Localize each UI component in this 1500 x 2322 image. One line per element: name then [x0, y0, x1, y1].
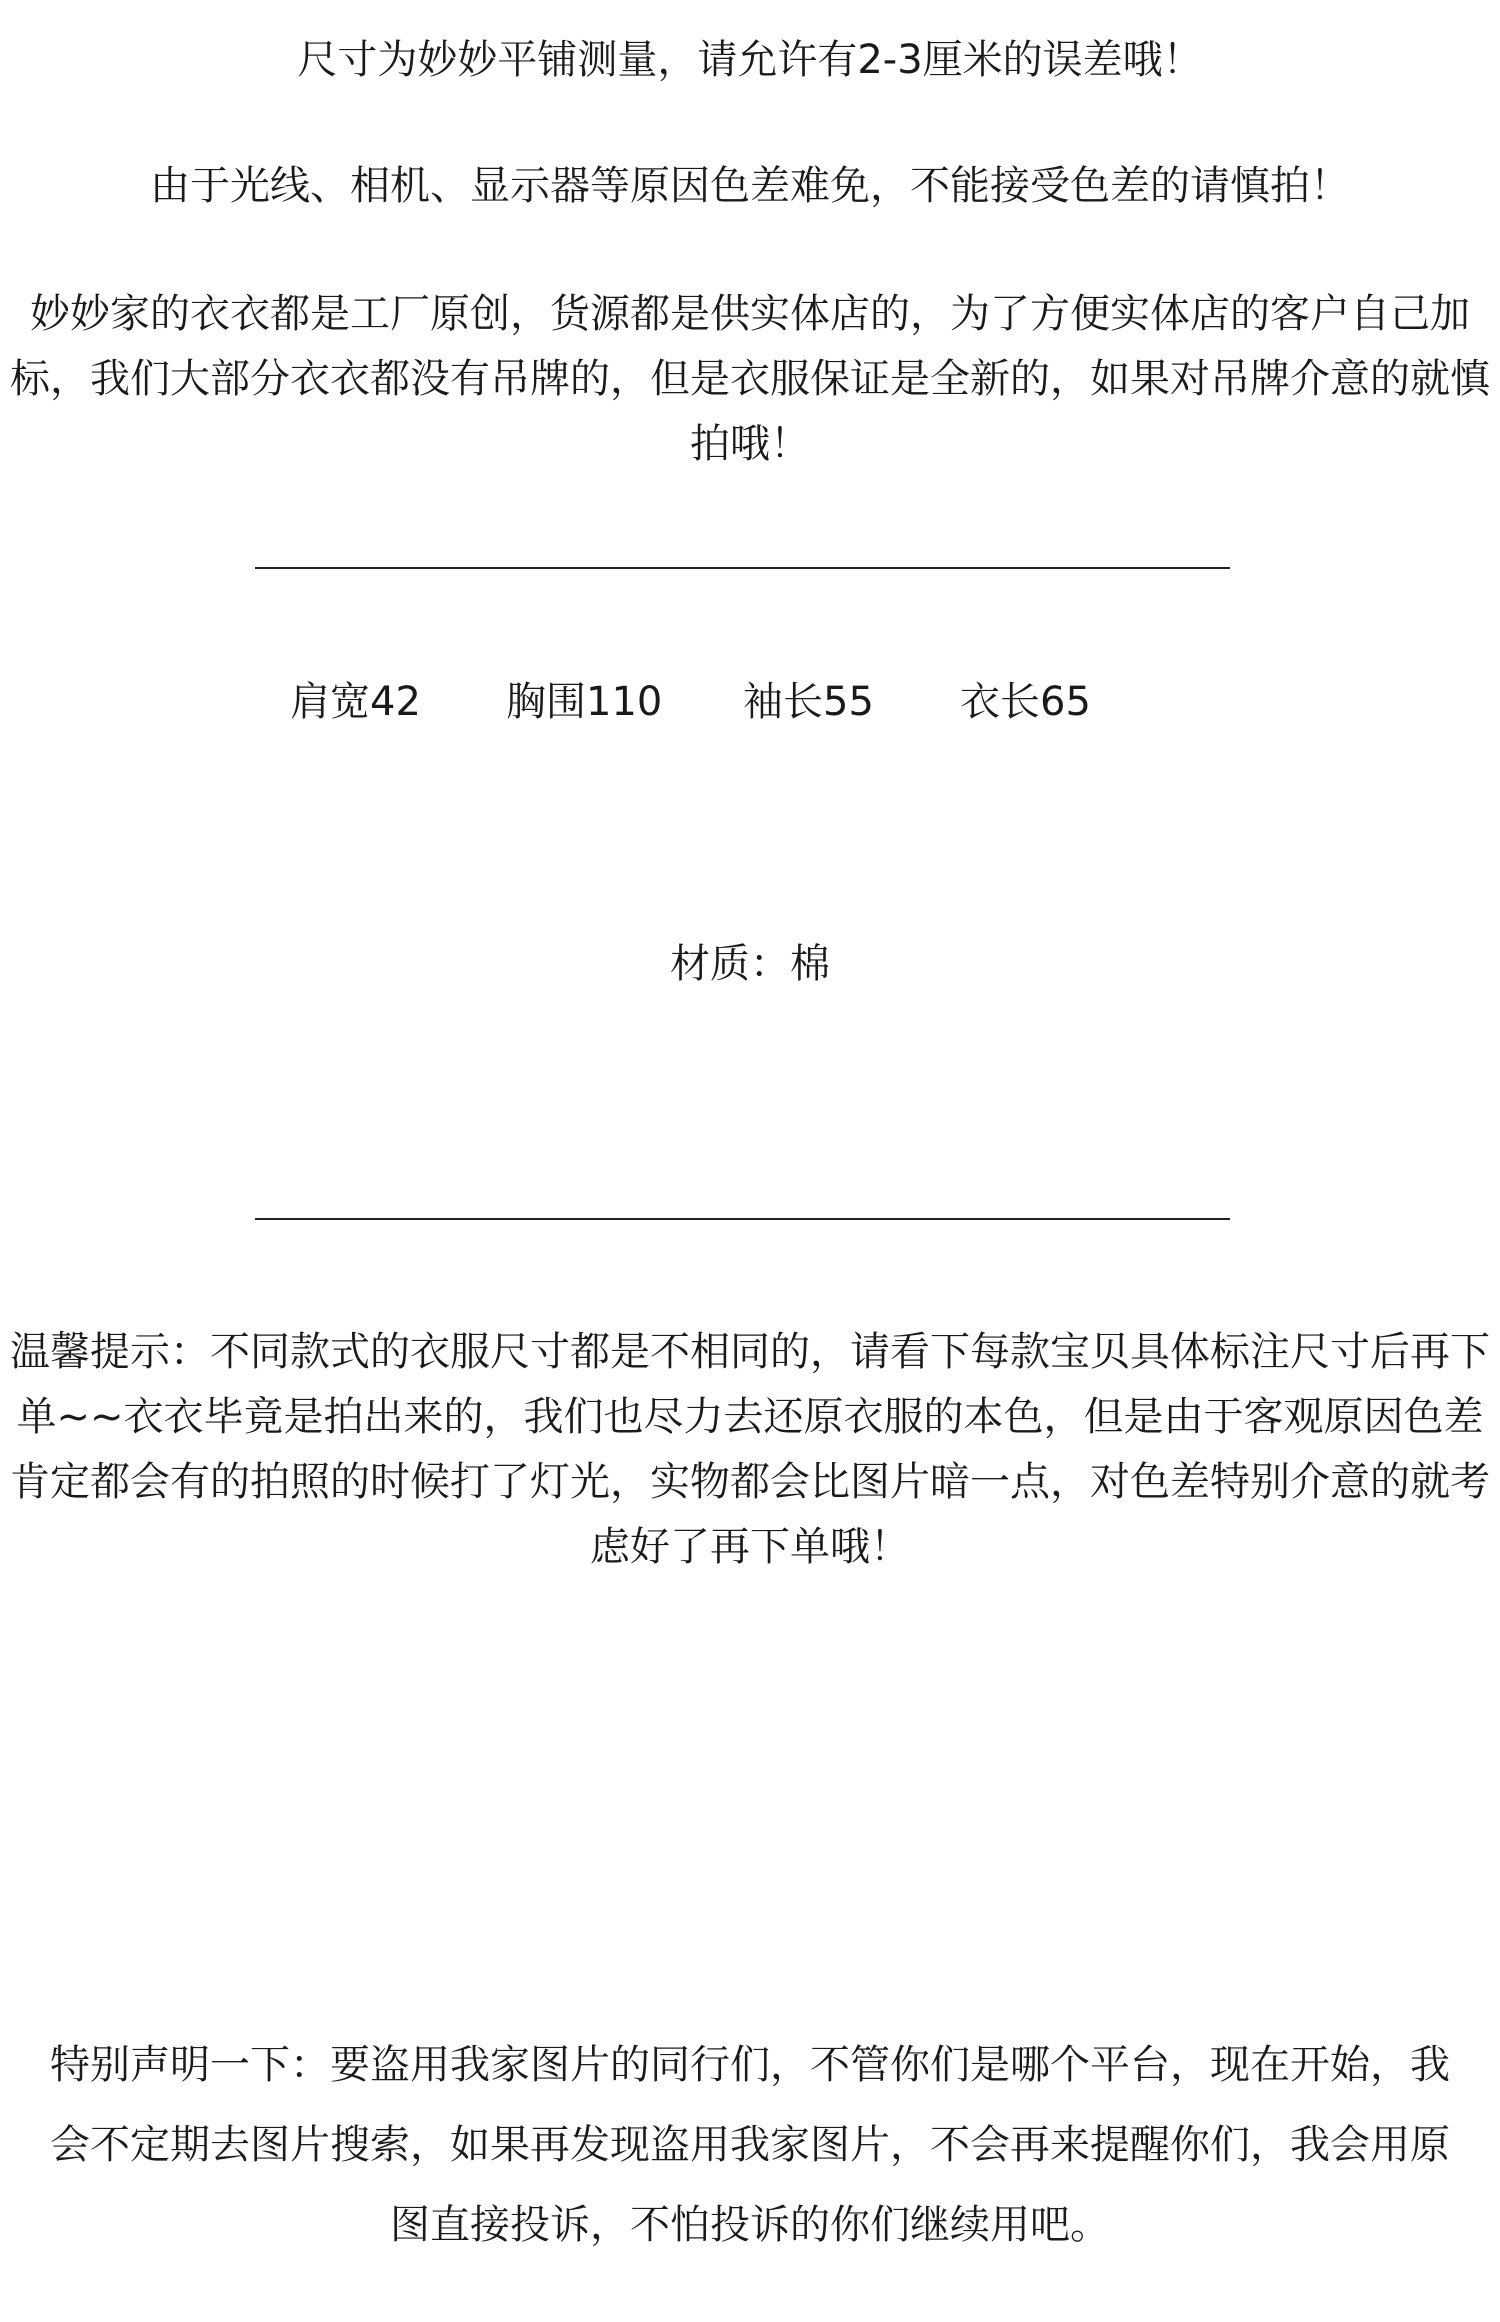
shoulder-width: 肩宽42	[290, 679, 421, 725]
special-statement: 特别声明一下：要盗用我家图片的同行们，不管你们是哪个平台，现在开始，我会不定期去图片搜索，如果再发现盗用我家图片，不会再来提醒你们，我会用原图直接投诉，不怕投诉的你们继续用吧。	[50, 2042, 1450, 2248]
measurement-notice: 尺寸为妙妙平铺测量，请允许有2-3厘米的误差哦！	[297, 37, 1203, 83]
material-label: 材质：棉	[670, 941, 830, 987]
divider-bottom	[255, 1218, 1230, 1220]
color-difference-notice: 由于光线、相机、显示器等原因色差难免，不能接受色差的请慎拍！	[150, 163, 1350, 209]
warm-tips: 温馨提示：不同款式的衣服尺寸都是不相同的，请看下每款宝贝具体标注尺寸后再下单~~衣衣毕竟是拍出来的，我们也尽力去还原衣服的本色，但是由于客观原因色差肯定都会有的拍照的时候打了灯光，实物都会比图片暗一点，对色差特别介意的就考虑好了再下单哦！	[10, 1329, 1490, 1570]
sleeve-length: 袖长55	[743, 679, 874, 725]
garment-length: 衣长65	[960, 679, 1091, 725]
tag-notice: 妙妙家的衣衣都是工厂原创，货源都是供实体店的，为了方便实体店的客户自己加标，我们大部分衣衣都没有吊牌的，但是衣服保证是全新的，如果对吊牌介意的就慎拍哦！	[10, 291, 1490, 467]
divider-top	[255, 567, 1230, 569]
size-row	[0, 670, 1500, 734]
chest-size: 胸围110	[506, 679, 663, 725]
